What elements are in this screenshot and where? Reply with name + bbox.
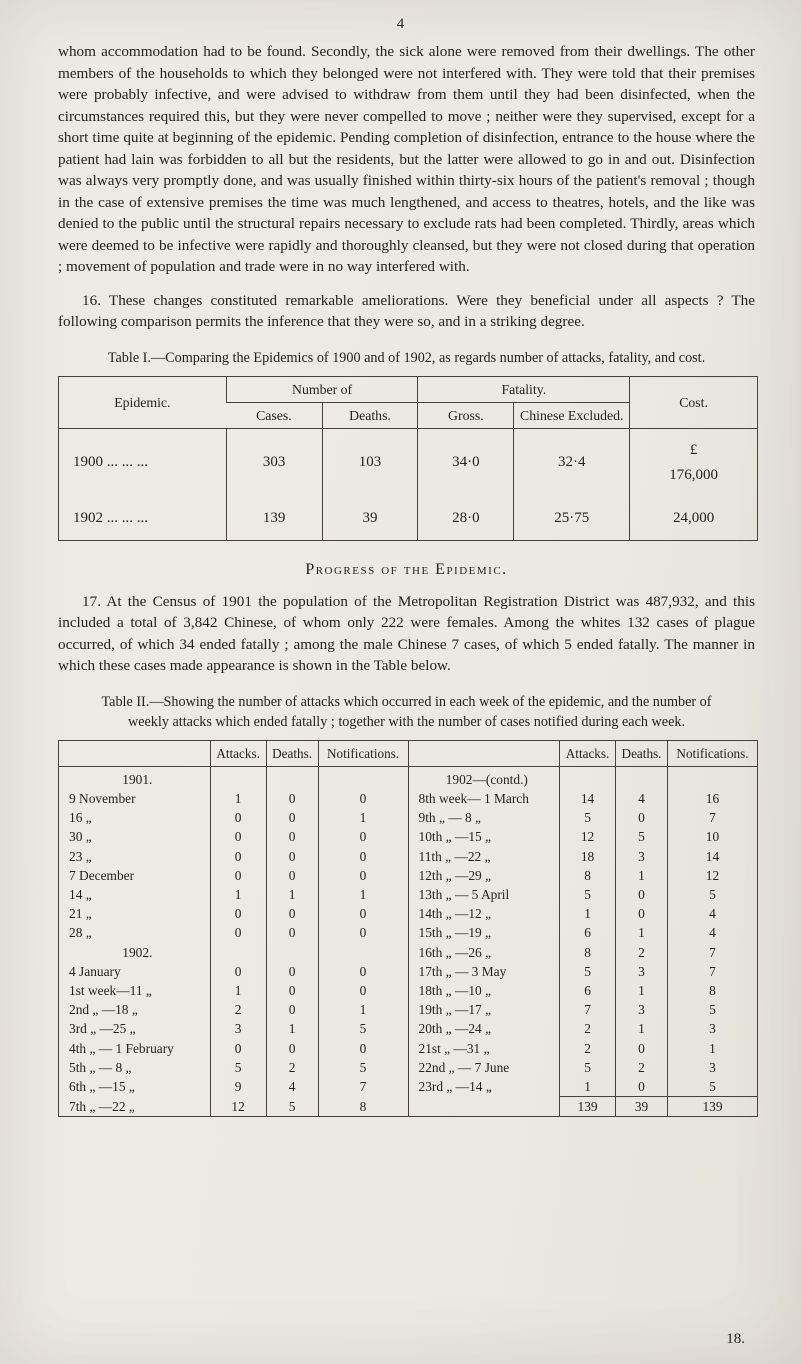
notifications-cell: 5: [668, 1077, 758, 1097]
table-row: [59, 766, 758, 789]
cost-cell: 24,000: [630, 497, 758, 541]
attacks-cell: 12: [560, 827, 616, 846]
deaths-cell: 1: [616, 1019, 668, 1038]
week-date-cell: 15th „ —19 „: [408, 923, 560, 942]
attacks-cell: 2: [560, 1039, 616, 1058]
table-row: [59, 962, 758, 981]
cases-column-header: Cases.: [226, 402, 322, 428]
attacks-cell: 0: [210, 827, 266, 846]
week-date-cell: 16 „: [69, 810, 92, 826]
week-date-cell: 22nd „ — 7 June: [408, 1058, 560, 1077]
chinese-excluded-cell: 32·4: [514, 428, 630, 497]
chinese-excluded-cell: 25·75: [514, 497, 630, 541]
deaths-cell: 3: [616, 847, 668, 866]
week-date-cell: 11th „ —22 „: [408, 847, 560, 866]
week-date-cell: 23rd „ —14 „: [408, 1077, 560, 1097]
table-row: [59, 981, 758, 1000]
deaths-cell: 103: [322, 428, 418, 497]
week-date-cell: 23 „: [69, 848, 92, 864]
deaths-cell: 0: [266, 866, 318, 885]
deaths-cell: 0: [616, 885, 668, 904]
week-date-cell: 12th „ —29 „: [408, 866, 560, 885]
deaths-cell: 1: [616, 866, 668, 885]
deaths-cell: 0: [266, 1000, 318, 1019]
cost-column-header: Cost.: [630, 376, 758, 428]
notifications-cell: 7: [668, 962, 758, 981]
deaths-cell: 39: [616, 1097, 668, 1117]
table-row: [59, 866, 758, 885]
date-column-header: [408, 740, 560, 766]
table-row: [59, 1058, 758, 1077]
notifications-cell: [318, 766, 408, 789]
deaths-cell: 3: [616, 1000, 668, 1019]
cost-cell: [630, 428, 758, 497]
deaths-cell: 4: [266, 1077, 318, 1097]
page-number-top: 4: [396, 16, 405, 32]
week-date-cell: 14th „ —12 „: [408, 904, 560, 923]
deaths-cell: 0: [266, 847, 318, 866]
deaths-cell: 0: [616, 1039, 668, 1058]
deaths-cell: 1: [616, 981, 668, 1000]
notifications-cell: 1: [318, 808, 408, 827]
epidemic-year-cell: 1900 ... ... ...: [73, 454, 148, 470]
table1-caption: Table I.—Comparing the Epidemics of 1900 and of 1902, as regards number of attacks, fatality, and cost.: [107, 349, 706, 366]
notifications-cell: 3: [668, 1019, 758, 1038]
cases-cell: 303: [226, 428, 322, 497]
attacks-cell: 2: [560, 1019, 616, 1038]
notifications-cell: 8: [318, 1097, 408, 1117]
week-date-cell: 17th „ — 3 May: [408, 962, 560, 981]
deaths-cell: 0: [266, 923, 318, 942]
table-row: [59, 885, 758, 904]
attacks-cell: 5: [560, 808, 616, 827]
notifications-cell: 0: [318, 962, 408, 981]
week-date-cell: 6th „ —15 „: [69, 1079, 135, 1095]
notifications-cell: 0: [318, 866, 408, 885]
number-of-group-header: Number of: [226, 376, 418, 402]
deaths-cell: 0: [266, 827, 318, 846]
notifications-cell: 0: [318, 847, 408, 866]
currency-symbol: £: [689, 441, 698, 458]
cost-value: 176,000: [669, 466, 718, 483]
attacks-cell: 5: [560, 885, 616, 904]
week-date-cell: 3rd „ —25 „: [69, 1021, 136, 1037]
week-date-cell: 14 „: [69, 886, 92, 902]
deaths-cell: 5: [616, 827, 668, 846]
chinese-excluded-column-header: Chinese Excluded.: [514, 402, 630, 428]
notifications-cell: 5: [668, 885, 758, 904]
deaths-cell: 1: [266, 1019, 318, 1038]
attacks-cell: 8: [560, 943, 616, 962]
attacks-cell: [210, 766, 266, 789]
notifications-cell: 0: [318, 827, 408, 846]
week-date-cell: 9 November: [69, 790, 136, 806]
deaths-cell: [616, 766, 668, 789]
week-date-cell: 5th „ — 8 „: [69, 1059, 132, 1075]
notifications-cell: 7: [668, 808, 758, 827]
paragraph-16: 16. These changes constituted remarkable ameliorations. Were they beneficial under all aspects ? The following comparison permits the inference that they were so, and in a striking degree.: [58, 291, 755, 330]
attacks-cell: 7: [560, 1000, 616, 1019]
deaths-cell: 4: [616, 789, 668, 808]
week-date-cell: 10th „ —15 „: [408, 827, 560, 846]
notifications-cell: [318, 943, 408, 962]
deaths-cell: [266, 943, 318, 962]
week-date-cell: 16th „ —26 „: [408, 943, 560, 962]
week-date-cell: 19th „ —17 „: [408, 1000, 560, 1019]
attacks-cell: 1: [560, 904, 616, 923]
attacks-cell: 0: [210, 923, 266, 942]
attacks-cell: 12: [210, 1097, 266, 1117]
attacks-cell: 1: [210, 789, 266, 808]
attacks-cell: 5: [560, 1058, 616, 1077]
table-row: [59, 497, 758, 541]
table-row: [59, 943, 758, 962]
attacks-cell: 14: [560, 789, 616, 808]
notifications-cell: 5: [668, 1000, 758, 1019]
deaths-cell: 5: [266, 1097, 318, 1117]
notifications-cell: 14: [668, 847, 758, 866]
deaths-cell: 1: [616, 923, 668, 942]
notifications-cell: 10: [668, 827, 758, 846]
notifications-cell: 12: [668, 866, 758, 885]
attacks-cell: 5: [210, 1058, 266, 1077]
notifications-cell: 0: [318, 904, 408, 923]
notifications-cell: 3: [668, 1058, 758, 1077]
attacks-cell: 6: [560, 981, 616, 1000]
deaths-cell: 0: [266, 808, 318, 827]
week-date-cell: 7 December: [69, 867, 135, 883]
week-date-cell: 28 „: [69, 925, 92, 941]
table-row: [59, 1019, 758, 1038]
attacks-column-header: Attacks.: [560, 740, 616, 766]
deaths-cell: 39: [322, 497, 418, 541]
deaths-cell: [266, 766, 318, 789]
deaths-cell: 3: [616, 962, 668, 981]
week-date-cell: 1902—(contd.): [408, 766, 560, 789]
notifications-cell: 7: [668, 943, 758, 962]
week-date-cell: 4th „ — 1 February: [69, 1040, 174, 1056]
gross-column-header: Gross.: [418, 402, 514, 428]
attacks-cell: 0: [210, 904, 266, 923]
week-date-cell: 30 „: [69, 829, 92, 845]
attacks-cell: 9: [210, 1077, 266, 1097]
paragraph-17: 17. At the Census of 1901 the population of the Metropolitan Registration District was 487,932, and this included a total of 3,842 Chinese, of whom only 222 were females. Among the whites 132 cases of plague occurred, of which 34 ended fatally ; among the male Chinese 7 cases, of which 5 ended fatally. The manner in which these cases made appearance is shown in the Table below.: [58, 592, 755, 674]
notifications-cell: 8: [668, 981, 758, 1000]
deaths-cell: 0: [266, 1039, 318, 1058]
date-column-header: [59, 740, 211, 766]
notifications-cell: 5: [318, 1019, 408, 1038]
week-date-cell: 21 „: [69, 906, 92, 922]
gross-fatality-cell: 34·0: [418, 428, 514, 497]
deaths-cell: 0: [266, 789, 318, 808]
deaths-cell: 2: [266, 1058, 318, 1077]
week-date-cell: 18th „ —10 „: [408, 981, 560, 1000]
table2-weekly-attacks: [58, 740, 758, 1118]
deaths-cell: 0: [266, 904, 318, 923]
epidemic-year-cell: 1902 ... ... ...: [73, 509, 148, 526]
attacks-cell: 2: [210, 1000, 266, 1019]
attacks-cell: 0: [210, 1039, 266, 1058]
attacks-cell: [210, 943, 266, 962]
notifications-cell: 4: [668, 923, 758, 942]
deaths-cell: 0: [616, 904, 668, 923]
week-date-cell: [408, 1097, 560, 1117]
notifications-cell: 0: [318, 981, 408, 1000]
table-row: [59, 1077, 758, 1097]
totals-row: [59, 1097, 758, 1117]
table-row: [59, 923, 758, 942]
deaths-cell: 2: [616, 1058, 668, 1077]
page-content: [0, 41, 801, 1117]
table2-header-row: [59, 740, 758, 766]
attacks-cell: 1: [210, 885, 266, 904]
attacks-cell: 1: [210, 981, 266, 1000]
week-date-cell: 2nd „ —18 „: [69, 1002, 138, 1018]
table1-comparison: [58, 376, 758, 541]
deaths-cell: 0: [616, 1077, 668, 1097]
attacks-cell: 0: [210, 808, 266, 827]
notifications-column-header: Notifications.: [318, 740, 408, 766]
week-date-cell: 21st „ —31 „: [408, 1039, 560, 1058]
attacks-cell: 0: [210, 847, 266, 866]
notifications-cell: 1: [318, 1000, 408, 1019]
table-row: [59, 428, 758, 497]
table2-body: [59, 766, 758, 1117]
deaths-cell: 0: [266, 981, 318, 1000]
table-row: [59, 847, 758, 866]
notifications-cell: 0: [318, 923, 408, 942]
attacks-cell: 1: [560, 1077, 616, 1097]
notifications-cell: 1: [318, 885, 408, 904]
week-date-cell: 8th week— 1 March: [408, 789, 560, 808]
table-row: [59, 789, 758, 808]
week-date-cell: 1902.: [122, 944, 153, 960]
week-date-cell: 1901.: [122, 771, 153, 787]
notifications-column-header: Notifications.: [668, 740, 758, 766]
epidemic-column-header: Epidemic.: [59, 376, 227, 428]
notifications-cell: 16: [668, 789, 758, 808]
attacks-cell: 0: [210, 962, 266, 981]
table-row: [59, 1000, 758, 1019]
attacks-cell: 0: [210, 866, 266, 885]
week-date-cell: 4 January: [69, 963, 121, 979]
notifications-cell: 0: [318, 789, 408, 808]
page-number-bottom: 18.: [726, 1331, 745, 1347]
attacks-cell: 6: [560, 923, 616, 942]
table-row: [59, 904, 758, 923]
attacks-cell: 3: [210, 1019, 266, 1038]
attacks-cell: 139: [560, 1097, 616, 1117]
attacks-cell: 5: [560, 962, 616, 981]
attacks-column-header: Attacks.: [210, 740, 266, 766]
deaths-cell: 0: [616, 808, 668, 827]
table-row: [59, 1039, 758, 1058]
deaths-cell: 2: [616, 943, 668, 962]
notifications-cell: 4: [668, 904, 758, 923]
deaths-cell: 1: [266, 885, 318, 904]
deaths-column-header: Deaths.: [266, 740, 318, 766]
attacks-cell: [560, 766, 616, 789]
fatality-group-header: Fatality.: [418, 376, 630, 402]
paragraph-continuation: whom accommodation had to be found. Secondly, the sick alone were removed from their dwellings. The other members of the households to which they belonged were not interfered with. They were told that their premises were probably infective, and were advised to withdraw from them until they had been disinfected, when the circumstances required this, but they were never compelled to move ; neither were they supervised, except for a short time quite at beginning of the epidemic. Pending completion of disinfection, entrance to the house where the patient had lain was forbidden to all but the residents, but the latter were allowed to go in and out. Disinfection was always very promptly done, and was usually finished within thirty-six hours of the patient's removal ; though in the case of extensive premises the time was much lengthened, and access to theatres, hotels, and the like was denied to the public until the structural repairs necessary to exclude rats had been completed. Thirdly, areas which were deemed to be infective were rapidly and thoroughly cleansed, but they were not closed during that operation ; movement of population and trade were in no way interfered with.: [58, 43, 755, 275]
week-date-cell: 1st week—11 „: [69, 982, 152, 998]
week-date-cell: 20th „ —24 „: [408, 1019, 560, 1038]
notifications-cell: 5: [318, 1058, 408, 1077]
week-date-cell: 7th „ —22 „: [69, 1098, 135, 1114]
gross-fatality-cell: 28·0: [418, 497, 514, 541]
cases-cell: 139: [226, 497, 322, 541]
notifications-cell: 139: [668, 1097, 758, 1117]
deaths-cell: 0: [266, 962, 318, 981]
notifications-cell: [668, 766, 758, 789]
week-date-cell: 13th „ — 5 April: [408, 885, 560, 904]
attacks-cell: 18: [560, 847, 616, 866]
table-row: [59, 827, 758, 846]
table1-header-row: [59, 376, 758, 402]
week-date-cell: 9th „ — 8 „: [408, 808, 560, 827]
table-row: [59, 808, 758, 827]
attacks-cell: 8: [560, 866, 616, 885]
deaths-column-header: Deaths.: [322, 402, 418, 428]
deaths-column-header: Deaths.: [616, 740, 668, 766]
table2-caption: Table II.—Showing the number of attacks which occurred in each week of the epidemic, and the number of weekly attacks which ended fatally ; together with the number of cases notified during each week.: [101, 693, 712, 730]
section-heading: Progress of the Epidemic.: [305, 560, 508, 578]
notifications-cell: 1: [668, 1039, 758, 1058]
notifications-cell: 0: [318, 1039, 408, 1058]
notifications-cell: 7: [318, 1077, 408, 1097]
